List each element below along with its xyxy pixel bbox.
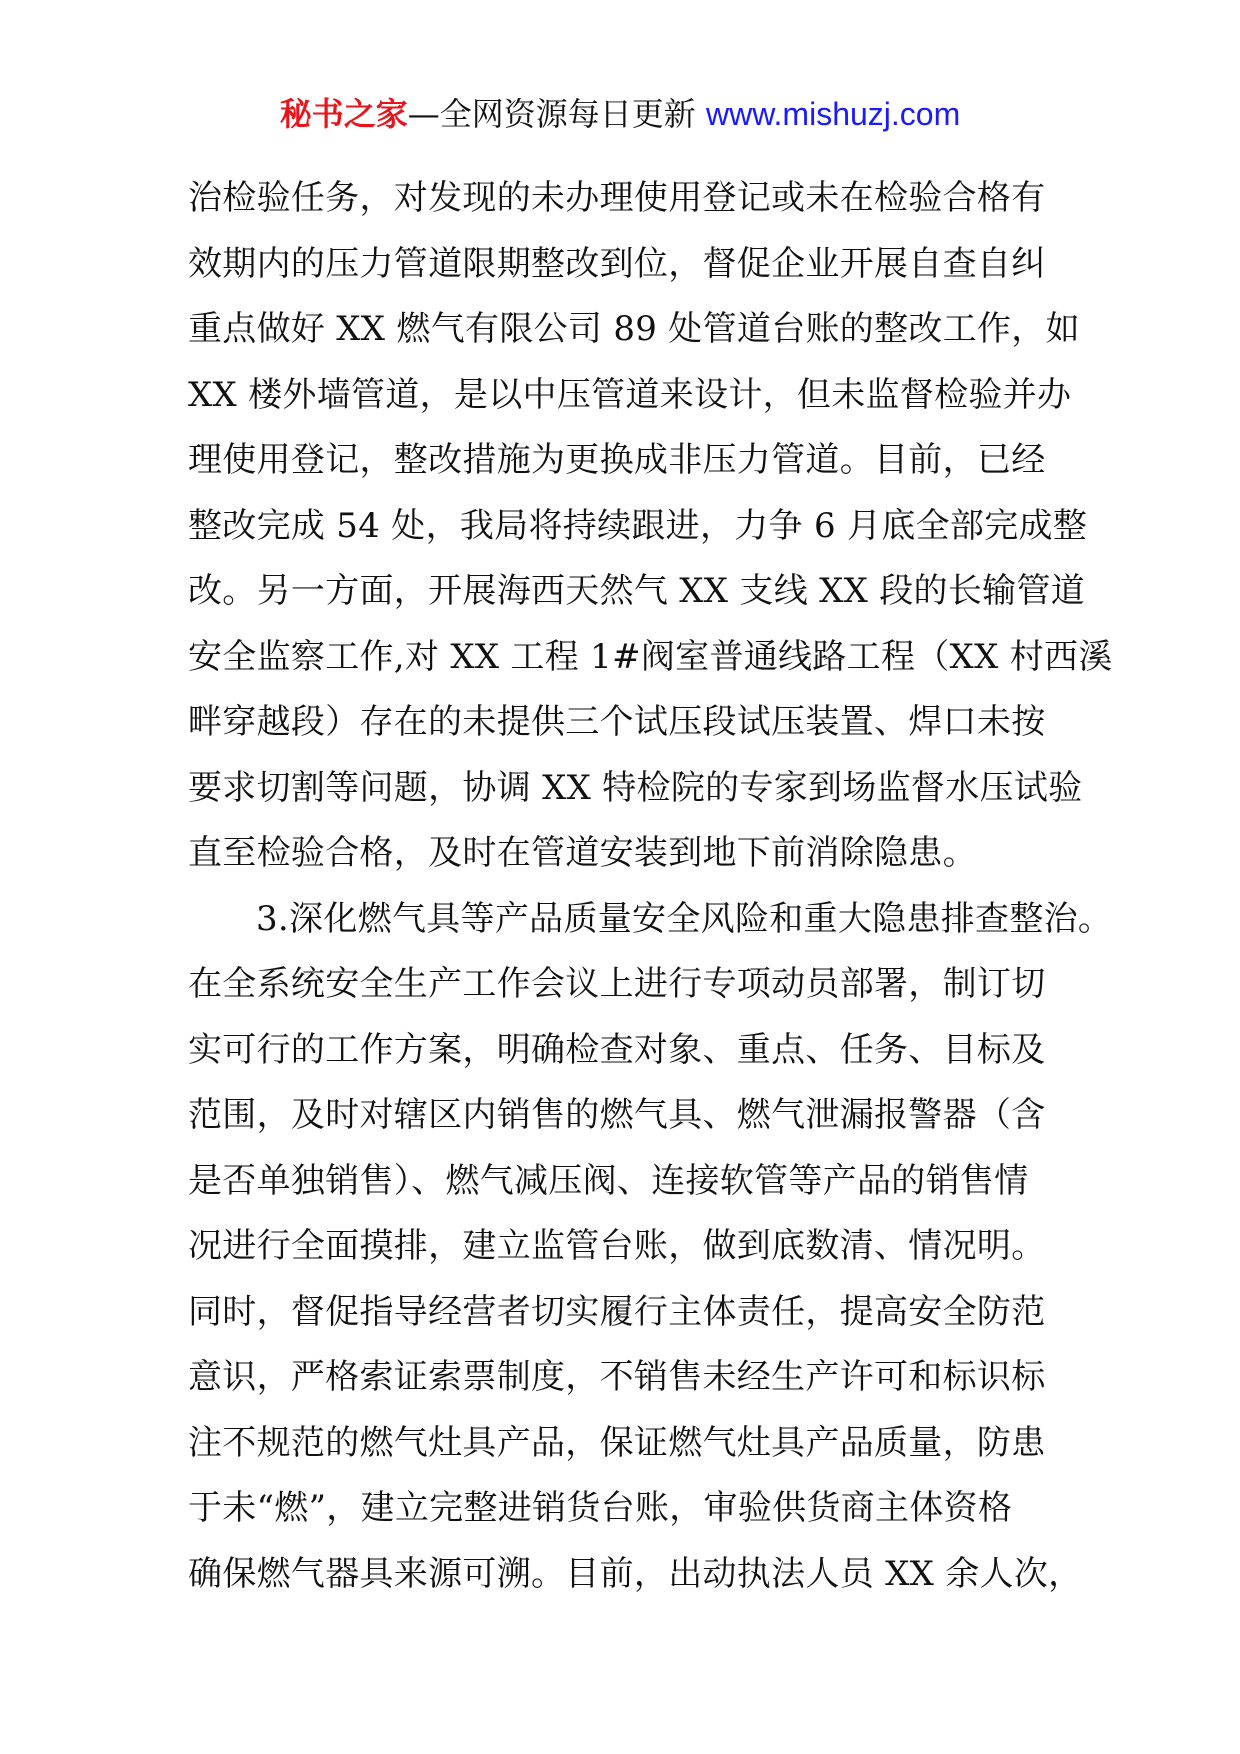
text-line: 同时，督促指导经营者切实履行主体责任，提高安全防范 — [188, 1291, 1046, 1332]
text-line: 意识，严格索证索票制度，不销售未经生产许可和标识标 — [188, 1357, 1046, 1397]
text-line: 安全监察工作,对 XX 工程 1#阀室普通线路工程（XX 村西溪 — [188, 636, 1113, 677]
text-line: 治检验任务，对发现的未办理使用登记或未在检验合格有 — [188, 178, 1046, 218]
text-line: 是否单独销售）、燃气减压阀、连接软管等产品的销售情 — [188, 1160, 1029, 1201]
text-line: 况进行全面摸排，建立监管台账，做到底数清、情况明。 — [188, 1226, 1046, 1266]
text-line: 范围，及时对辖区内销售的燃气具、燃气泄漏报警器（含 — [188, 1095, 1046, 1135]
site-url[interactable]: www.mishuzj.com — [705, 96, 961, 132]
text-line: 在全系统安全生产工作会议上进行专项动员部署，制订切 — [188, 964, 1046, 1004]
text-line: 改。另一方面，开展海西天然气 XX 支线 XX 段的长输管道 — [188, 571, 1086, 611]
text-line: 直至检验合格，及时在管道安装到地下前消除隐患。 — [188, 833, 977, 873]
text-line: 理使用登记，整改措施为更换成非压力管道。目前，已经 — [188, 440, 1046, 480]
text-line: 要求切割等问题，协调 XX 特检院的专家到场监督水压试验 — [188, 767, 1083, 808]
text-line: 实可行的工作方案，明确检查对象、重点、任务、目标及 — [188, 1029, 1046, 1070]
text-line: 效期内的压力管道限期整改到位，督促企业开展自查自纠 — [188, 243, 1046, 284]
text-line: 注不规范的燃气灶具产品，保证燃气灶具产品质量，防患 — [188, 1422, 1046, 1463]
site-header — [0, 92, 1240, 136]
text-line: 重点做好 XX 燃气有限公司 89 处管道台账的整改工作，如 — [188, 309, 1080, 349]
text-line: 整改完成 54 处，我局将持续跟进，力争 6 月底全部完成整 — [188, 505, 1088, 546]
section-heading-line: 3.深化燃气具等产品质量安全风险和重大隐患排查整治。 — [256, 898, 1113, 939]
brand-name: 秘书之家 — [279, 95, 408, 133]
text-line: 畔穿越段）存在的未提供三个试压段试压装置、焊口未按 — [188, 702, 1046, 742]
text-line: 确保燃气器具来源可溯。目前，出动执法人员 XX 余人次， — [188, 1553, 1083, 1594]
document-body — [188, 166, 1113, 1607]
text-line: XX 楼外墙管道，是以中压管道来设计，但未监督检验并办 — [188, 374, 1072, 415]
header-tagline: —全网资源每日更新 — [407, 95, 696, 133]
text-line: 于未“燃”，建立完整进销货台账，审验供货商主体资格 — [188, 1488, 1013, 1528]
